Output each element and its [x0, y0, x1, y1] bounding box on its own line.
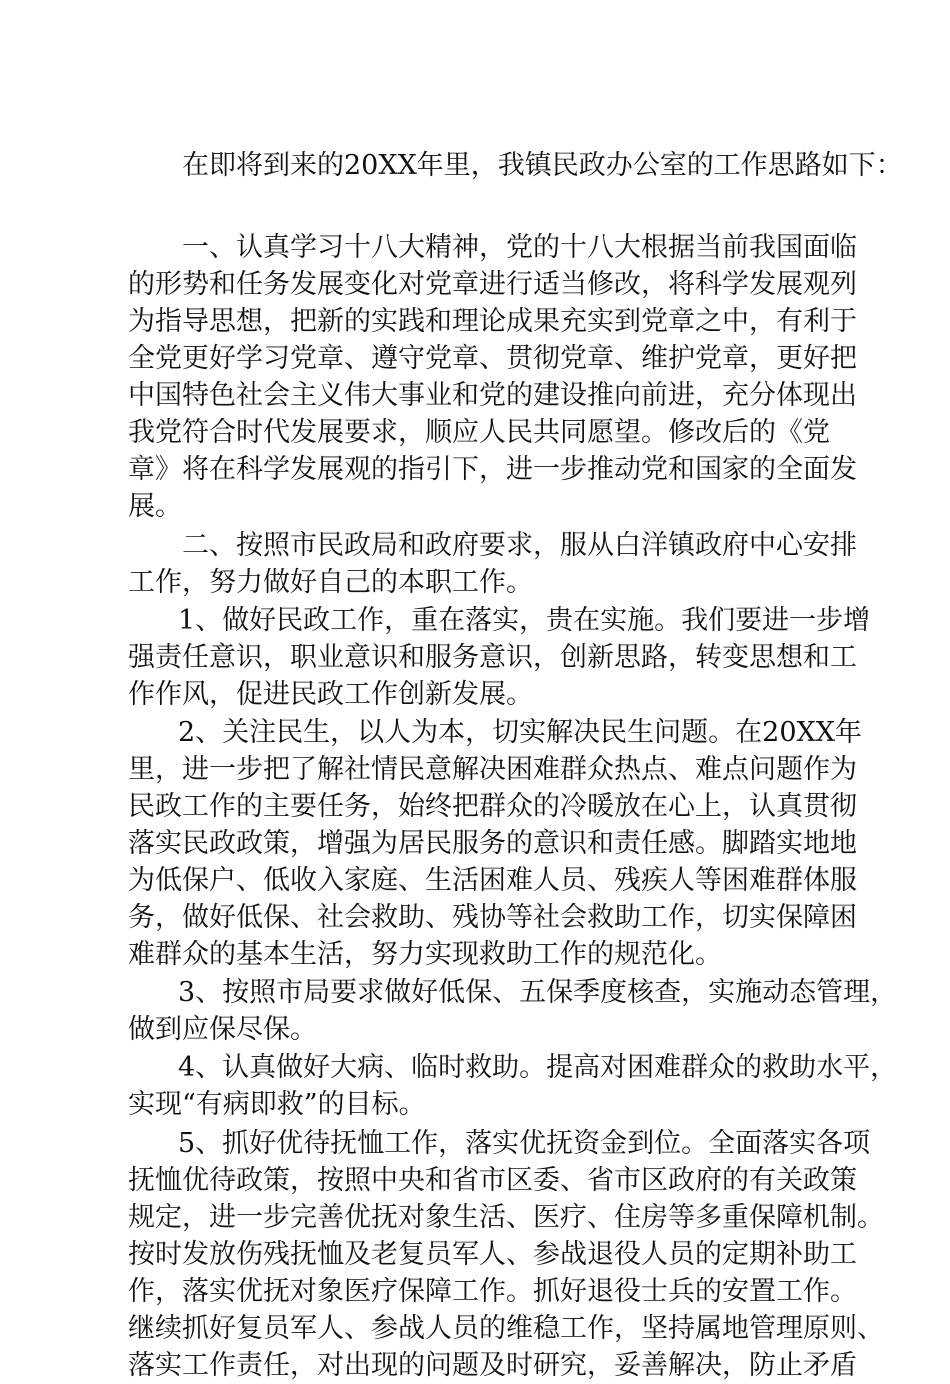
text-line: 做到应保尽保。	[128, 1014, 317, 1045]
text-line: 务，做好低保、社会救助、残协等社会救助工作，切实保障困	[128, 902, 857, 933]
text-line: 章》将在科学发展观的指引下，进一步推动党和国家的全面发	[128, 454, 857, 485]
text-line: 民政工作的主要任务，始终把群众的冷暖放在心上，认真贯彻	[128, 791, 857, 822]
text-line: 的形势和任务发展变化对党章进行适当修改，将科学发展观列	[128, 269, 857, 300]
text-line: 我党符合时代发展要求，顺应人民共同愿望。修改后的《党	[128, 417, 830, 448]
text-line: 难群众的基本生活，努力实现救助工作的规范化。	[128, 939, 722, 970]
text-line: 为指导思想，把新的实践和理论成果充实到党章之中，有利于	[128, 306, 857, 337]
text-line: 二、按照市民政局和政府要求，服从白洋镇政府中心安排	[182, 530, 857, 561]
text-line: 规定，进一步完善优抚对象生活、医疗、住房等多重保障机制。	[128, 1202, 884, 1233]
text-line: 继续抓好复员军人、参战人员的维稳工作，坚持属地管理原则、	[128, 1313, 884, 1344]
text-line: 作，落实优抚对象医疗保障工作。抓好退役士兵的安置工作。	[128, 1276, 857, 1307]
text-line: 实现“有病即救”的目标。	[128, 1089, 426, 1120]
text-line: 里，进一步把了解社情民意解决困难群众热点、难点问题作为	[128, 754, 857, 785]
text-line: 2、关注民生，以人为本，切实解决民生问题。在20XX年	[178, 717, 862, 748]
text-line: 强责任意识，职业意识和服务意识，创新思路，转变思想和工	[128, 642, 857, 673]
text-line: 5、抓好优待抚恤工作，落实优抚资金到位。全面落实各项	[178, 1128, 871, 1159]
text-line: 为低保户、低收入家庭、生活困难人员、残疾人等困难群体服	[128, 865, 857, 896]
text-line: 在即将到来的20XX年里，我镇民政办公室的工作思路如下：	[182, 150, 903, 181]
text-line: 一、认真学习十八大精神，党的十八大根据当前我国面临	[182, 232, 857, 263]
text-line: 中国特色社会主义伟大事业和党的建设推向前进，充分体现出	[128, 380, 857, 411]
text-line: 按时发放伤残抚恤及老复员军人、参战退役人员的定期补助工	[128, 1239, 857, 1270]
text-line: 落实工作责任，对出现的问题及时研究，妥善解决，防止矛盾	[128, 1350, 857, 1381]
text-line: 展。	[128, 491, 182, 522]
text-line: 1、做好民政工作，重在落实，贵在实施。我们要进一步增	[178, 605, 871, 636]
text-line: 3、按照市局要求做好低保、五保季度核查，实施动态管理，	[178, 977, 898, 1008]
text-line: 落实民政政策，增强为居民服务的意识和责任感。脚踏实地地	[128, 828, 857, 859]
text-line: 全党更好学习党章、遵守党章、贯彻党章、维护党章，更好把	[128, 343, 857, 374]
text-line: 作作风，促进民政工作创新发展。	[128, 679, 533, 710]
text-line: 4、认真做好大病、临时救助。提高对困难群众的救助水平，	[178, 1052, 898, 1083]
text-line: 抚恤优待政策，按照中央和省市区委、省市区政府的有关政策	[128, 1165, 857, 1196]
text-line: 工作，努力做好自己的本职工作。	[128, 567, 533, 598]
